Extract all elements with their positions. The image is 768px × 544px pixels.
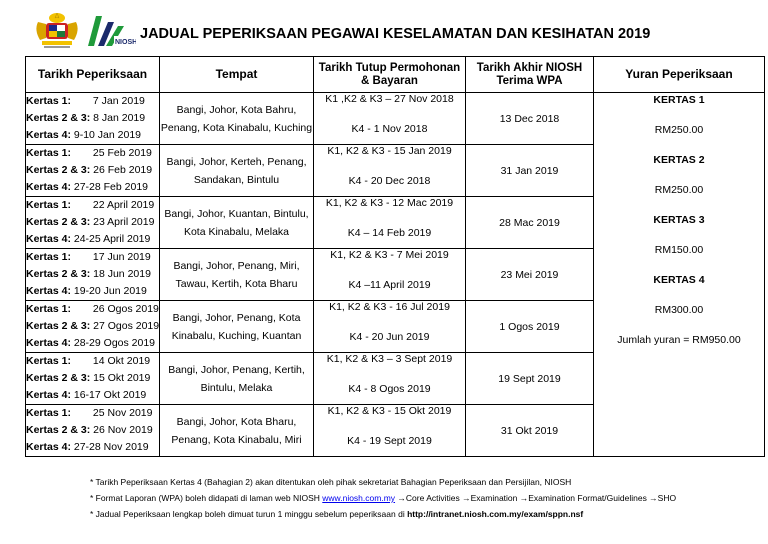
place-cell: Bangi, Johor, Kota Bharu, Penang, Kota Kinabalu, Miri (160, 405, 314, 457)
close-date-cell: K1, K2 & K3 - 15 Jan 2019 K4 - 20 Dec 2018 (314, 145, 466, 197)
close-date-cell: K1, K2 & K3 – 3 Sept 2019 K4 - 8 Ogos 2019 (314, 353, 466, 405)
wpa-date-cell: 13 Dec 2018 (466, 93, 594, 145)
wpa-date-cell: 28 Mac 2019 (466, 197, 594, 249)
close-date-cell: K1, K2 & K3 - 15 Okt 2019 K4 - 19 Sept 2019 (314, 405, 466, 457)
fee-total: Jumlah yuran = RM950.00 (617, 334, 741, 346)
fee-k1-value: RM250.00 (654, 124, 704, 136)
fee-k4-value: RM300.00 (654, 304, 704, 316)
fee-k1-label: KERTAS 1 (653, 94, 705, 106)
footnote-2: * Format Laporan (WPA) boleh didapati di laman web NIOSH www.niosh.com.my →Core Activities →Examination →Examination Format/Guidelines →SHO (90, 493, 677, 503)
place-cell: Bangi, Johor, Penang, Kertih, Bintulu, Melaka (160, 353, 314, 405)
header-place: Tempat (160, 57, 314, 93)
fee-k2-label: KERTAS 2 (653, 154, 705, 166)
exam-dates-cell: Kertas 1: 14 Okt 2019 Kertas 2 & 3: 15 Okt 2019 Kertas 4: 16-17 Okt 2019 (26, 353, 160, 405)
footnote-1: * Tarikh Peperiksaan Kertas 4 (Bahagian 2) akan ditentukan oleh pihak sekretariat Bahagian Peperiksaan dan Persijilan, NIOSH (90, 477, 572, 487)
close-date-cell: K1, K2 & K3 - 7 Mei 2019 K4 –11 April 2019 (314, 249, 466, 301)
header-close: Tarikh Tutup Permohonan & Bayaran (314, 57, 466, 93)
exam-dates-cell: Kertas 1: 17 Jun 2019 Kertas 2 & 3: 18 Jun 2019 Kertas 4: 19-20 Jun 2019 (26, 249, 160, 301)
exam-dates-cell: Kertas 1: 7 Jan 2019 Kertas 2 & 3: 8 Jan 2019 Kertas 4: 9-10 Jan 2019 (26, 93, 160, 145)
close-date-cell: K1, K2 & K3 - 16 Jul 2019 K4 - 20 Jun 2019 (314, 301, 466, 353)
close-date-cell: K1, K2 & K3 - 12 Mac 2019 K4 – 14 Feb 2019 (314, 197, 466, 249)
place-cell: Bangi, Johor, Kota Bahru, Penang, Kota Kinabalu, Kuching (160, 93, 314, 145)
malaysia-coat-of-arms-logo (32, 10, 82, 50)
table-row (26, 93, 765, 145)
fee-cell (594, 93, 765, 457)
place-cell: Bangi, Johor, Kuantan, Bintulu, Kota Kinabalu, Melaka (160, 197, 314, 249)
wpa-date-cell: 23 Mei 2019 (466, 249, 594, 301)
niosh-website-link[interactable]: www.niosh.com.my (322, 493, 396, 503)
exam-dates-cell: Kertas 1: 25 Feb 2019 Kertas 2 & 3: 26 Feb 2019 Kertas 4: 27-28 Feb 2019 (26, 145, 160, 197)
wpa-date-cell: 31 Okt 2019 (466, 405, 594, 457)
page-title: JADUAL PEPERIKSAAN PEGAWAI KESELAMATAN DAN KESIHATAN 2019 (140, 26, 651, 42)
exam-dates-cell: Kertas 1: 26 Ogos 2019 Kertas 2 & 3: 27 Ogos 2019 Kertas 4: 28-29 Ogos 2019 (26, 301, 160, 353)
exam-dates-cell: Kertas 1: 22 April 2019 Kertas 2 & 3: 23 April 2019 Kertas 4: 24-25 April 2019 (26, 197, 160, 249)
exam-dates-cell: Kertas 1: 25 Nov 2019 Kertas 2 & 3: 26 Nov 2019 Kertas 4: 27-28 Nov 2019 (26, 405, 160, 457)
table-header-row (26, 57, 765, 93)
header-date: Tarikh Peperiksaan (26, 57, 160, 93)
place-cell: Bangi, Johor, Penang, Kota Kinabalu, Kuching, Kuantan (160, 301, 314, 353)
intranet-link[interactable]: http://intranet.niosh.com.my/exam/sppn.nsf (407, 509, 584, 519)
niosh-logo (84, 12, 136, 50)
fee-k3-value: RM150.00 (654, 244, 704, 256)
wpa-date-cell: 19 Sept 2019 (466, 353, 594, 405)
exam-schedule-table (25, 56, 765, 457)
footnotes (90, 474, 676, 522)
fee-k3-label: KERTAS 3 (653, 214, 705, 226)
footnote-3: * Jadual Peperiksaan lengkap boleh dimuat turun 1 minggu sebelum peperiksaan di http://intranet.niosh.com.my/exam/sppn.nsf (90, 509, 584, 519)
close-date-cell: K1 ,K2 & K3 – 27 Nov 2018 K4 - 1 Nov 2018 (314, 93, 466, 145)
header-wpa: Tarikh Akhir NIOSH Terima WPA (466, 57, 594, 93)
header-fee: Yuran Peperiksaan (594, 57, 765, 93)
fee-k4-label: KERTAS 4 (653, 274, 705, 286)
wpa-date-cell: 1 Ogos 2019 (466, 301, 594, 353)
svg-text:NIOSH: NIOSH (115, 39, 136, 46)
fee-k2-value: RM250.00 (654, 184, 704, 196)
wpa-date-cell: 31 Jan 2019 (466, 145, 594, 197)
place-cell: Bangi, Johor, Kerteh, Penang, Sandakan, Bintulu (160, 145, 314, 197)
place-cell: Bangi, Johor, Penang, Miri, Tawau, Kertih, Kota Bharu (160, 249, 314, 301)
